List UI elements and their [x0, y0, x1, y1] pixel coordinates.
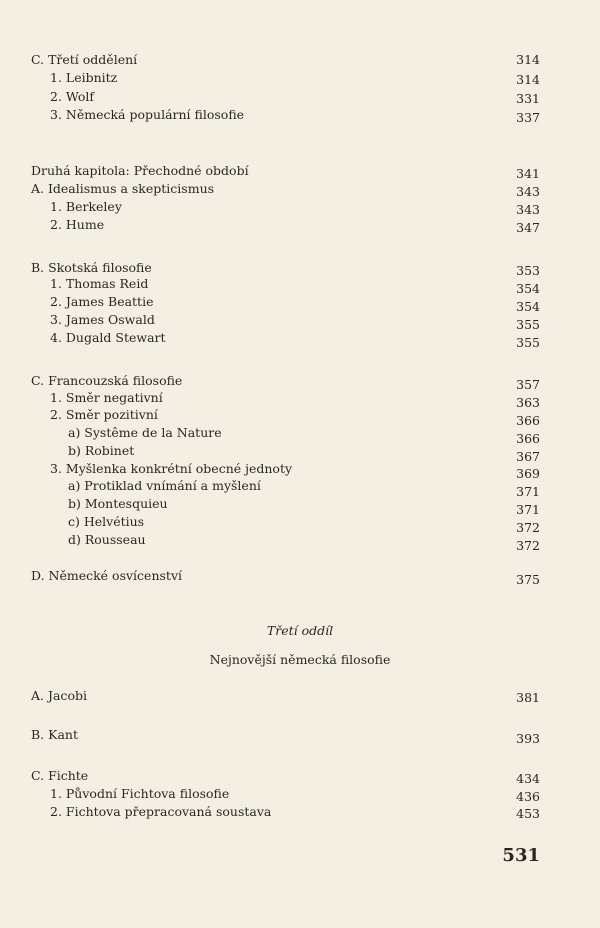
toc-page-number: 453: [516, 806, 540, 821]
toc-entry: B. Kant: [31, 727, 78, 742]
toc-entry: 1. Leibnitz: [50, 70, 118, 85]
toc-page-number: 371: [516, 484, 540, 499]
toc-entry: 3. Myšlenka konkrétní obecné jednoty: [50, 461, 293, 476]
toc-page-number: 372: [516, 520, 540, 535]
toc-entry: 1. Thomas Reid: [50, 276, 149, 291]
toc-page-number: 347: [516, 220, 540, 235]
toc-entry: 1. Původní Fichtova filosofie: [50, 786, 230, 801]
toc-page-number: 331: [516, 91, 540, 106]
toc-entry: 4. Dugald Stewart: [50, 330, 166, 345]
toc-entry: 2. Fichtova přepracovaná soustava: [50, 804, 272, 819]
page-number-folio: 531: [502, 845, 540, 866]
toc-entry: A. Jacobi: [31, 688, 87, 703]
toc-page-number: 354: [516, 299, 540, 314]
toc-page-number: 381: [516, 690, 540, 705]
toc-page-number: 343: [516, 202, 540, 217]
toc-entry: A. Idealismus a skepticismus: [31, 181, 215, 196]
toc-entry: C. Třetí oddělení: [31, 52, 138, 67]
toc-page-number: 355: [516, 335, 540, 350]
toc-entry: 3. James Oswald: [50, 312, 155, 327]
toc-subentry: b) Robinet: [68, 443, 135, 458]
toc-page-number: 363: [516, 395, 540, 410]
toc-subentry: d) Rousseau: [68, 532, 146, 547]
toc-page-number: 314: [516, 52, 540, 67]
toc-entry: 1. Berkeley: [50, 199, 122, 214]
toc-entry: 1. Směr negativní: [50, 390, 163, 405]
toc-page-number: 393: [516, 731, 540, 746]
toc-entry: C. Fichte: [31, 768, 89, 783]
toc-page-number: 366: [516, 431, 540, 446]
toc-page-number: 357: [516, 377, 540, 392]
toc-entry: 3. Německá populární filosofie: [50, 107, 245, 122]
toc-subentry: b) Montesquieu: [68, 496, 168, 511]
toc-page-number: 371: [516, 502, 540, 517]
toc-page-number: 343: [516, 184, 540, 199]
toc-page-number: 372: [516, 538, 540, 553]
section-title: Nejnovější německá filosofie: [209, 652, 391, 667]
toc-page-number: 369: [516, 466, 540, 481]
toc-page-number: 434: [516, 771, 540, 786]
toc-entry: 2. Směr pozitivní: [50, 407, 158, 422]
toc-entry: B. Skotská filosofie: [31, 260, 152, 275]
toc-page-number: 354: [516, 281, 540, 296]
toc-entry: 2. Wolf: [50, 89, 95, 104]
section-heading: Třetí oddíl: [266, 623, 334, 638]
toc-page-number: 375: [516, 572, 540, 587]
toc-subentry: a) Protiklad vnímání a myšlení: [68, 478, 261, 493]
toc-entry: D. Německé osvícenství: [31, 568, 183, 583]
toc-page-number: 337: [516, 110, 540, 125]
toc-entry: 2. Hume: [50, 217, 105, 232]
toc-chapter-heading: Druhá kapitola: Přechodné období: [31, 163, 249, 178]
toc-page-number: 314: [516, 72, 540, 87]
toc-subentry: a) Systême de la Nature: [68, 425, 222, 440]
toc-entry: C. Francouzská filosofie: [31, 373, 183, 388]
toc-page-number: 436: [516, 789, 540, 804]
toc-page-number: 341: [516, 166, 540, 181]
toc-page-number: 367: [516, 449, 540, 464]
toc-subentry: c) Helvétius: [68, 514, 145, 529]
toc-page-number: 355: [516, 317, 540, 332]
toc-entry: 2. James Beattie: [50, 294, 154, 309]
toc-page-number: 353: [516, 263, 540, 278]
toc-page-number: 366: [516, 413, 540, 428]
